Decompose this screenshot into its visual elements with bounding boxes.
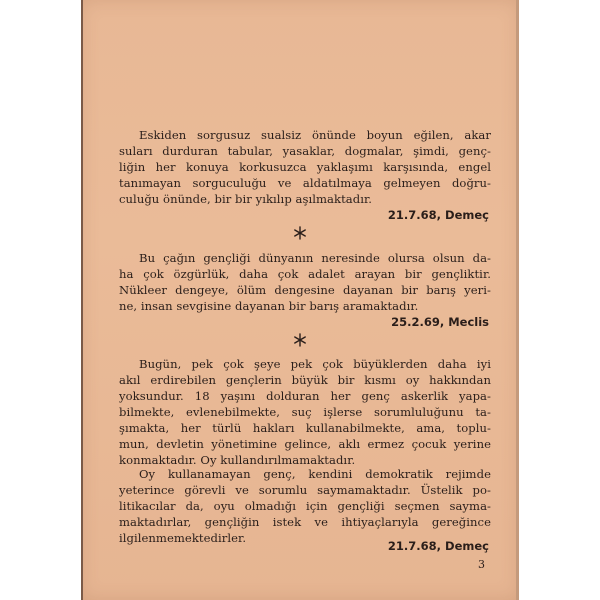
text-line: mun, devletin yönetimine gelince, aklı ermez çocuk yerine [119, 437, 491, 451]
text-line: ne, insan sevgisine dayanan bir barış aramaktadır. [119, 299, 419, 313]
separator-2 [81, 333, 519, 350]
signature-1: 21.7.68, Demeç [387, 208, 489, 222]
text-line: şımakta, her türlü hakları kullanabilmekte, ama, toplu- [119, 421, 491, 435]
separator-1 [81, 226, 519, 243]
asterisk-icon [293, 333, 307, 347]
text-line: ha çok özgürlük, daha çok adalet arayan bir gençliktir. [119, 267, 491, 281]
text-line: culuğu önünde, bir bir yıkılıp aşılmaktadır. [119, 192, 373, 206]
paragraph-4 [119, 466, 491, 546]
text-line: tanımayan sorguculuğu ve aldatılmaya gelmeyen doğru- [119, 176, 491, 190]
text-line: akıl erdirebilen gençlerin büyük bir kısmı oy hakkından [119, 373, 491, 387]
text-line: litikacılar da, oyu olmadığı için gençliği seçmen sayma- [119, 499, 491, 513]
text-line: Bu çağın gençliği dünyanın neresinde olursa olsun da- [139, 251, 491, 265]
text-line: ilgilenmemektedirler. [119, 531, 247, 545]
book-page [81, 0, 519, 600]
paragraph-2 [119, 250, 491, 314]
paragraph-3 [119, 356, 491, 468]
text-line: liğin her konuya korkusuzca yaklaşımı karşısında, engel [119, 160, 491, 174]
text-line: Nükleer dengeye, ölüm dengesine dayanan bir barış yeri- [119, 283, 491, 297]
text-line: suları durduran tabular, yasaklar, dogmalar, şimdi, genç- [119, 144, 491, 158]
text-line: yeterince görevli ve sorumlu saymamaktadır. Üstelik po- [119, 483, 491, 497]
text-line: yoksundur. 18 yaşını dolduran her genç askerlik yapa- [119, 389, 491, 403]
text-line: Eskiden sorgusuz sualsiz önünde boyun eğilen, akar [139, 128, 491, 142]
signature-3: 21.7.68, Demeç [387, 539, 489, 553]
text-line: maktadırlar, gençliğin istek ve ihtiyaçlarıyla gereğince [119, 515, 491, 529]
text-line: bilmekte, evlenebilmekte, suç işlerse sorumluluğunu ta- [119, 405, 491, 419]
asterisk-icon [293, 226, 307, 240]
signature-2: 25.2.69, Meclis [391, 315, 489, 329]
text-line: Bugün, pek çok şeye pek çok büyüklerden daha iyi [139, 357, 491, 371]
text-line: Oy kullanamayan genç, kendini demokratik rejimde [139, 467, 491, 481]
paragraph-1 [119, 127, 491, 207]
page-number: 3 [478, 558, 485, 571]
text-line: konmaktadır. Oy kullandırılmamaktadır. [119, 453, 356, 467]
